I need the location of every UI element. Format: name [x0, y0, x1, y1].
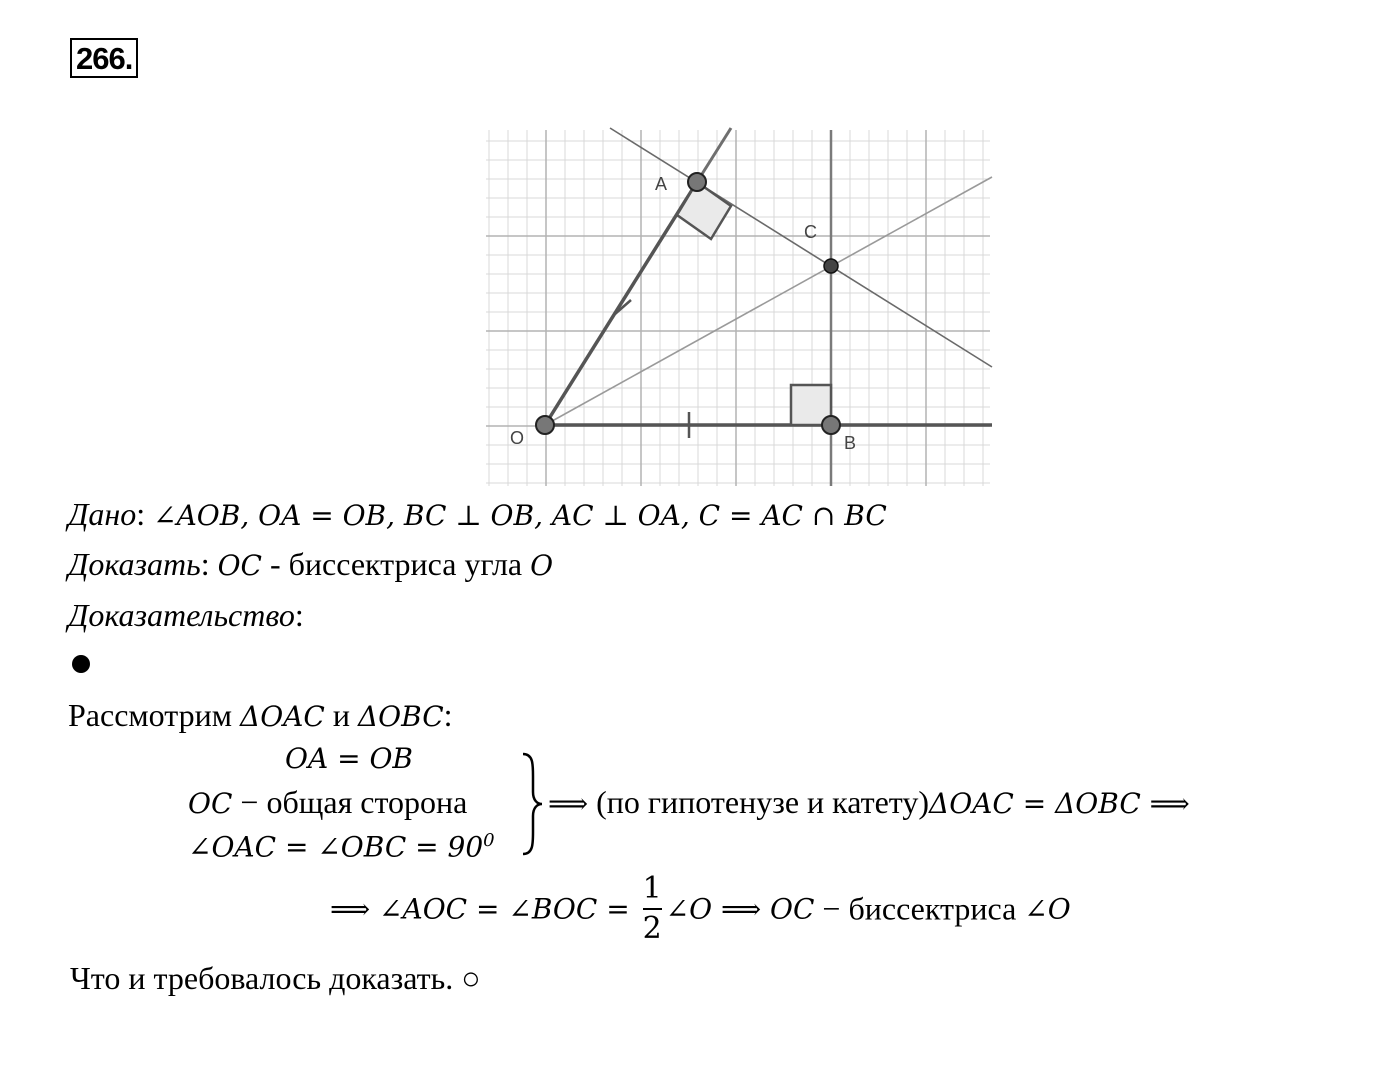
prove-label: Доказать	[68, 546, 201, 582]
prove-text: - биссектриса угла	[261, 546, 531, 582]
system-line-2	[188, 784, 467, 821]
degree-superscript: 0	[483, 830, 495, 851]
point-o	[536, 416, 554, 434]
conclusion-angle: ∠O	[1024, 892, 1071, 926]
system-line-2-text: − общая сторона	[232, 784, 468, 820]
point-b	[822, 416, 840, 434]
geometry-figure	[478, 126, 994, 488]
fraction-one-half	[643, 872, 662, 946]
prove-colon: :	[200, 546, 210, 582]
system-result	[548, 784, 1190, 821]
qed-line: Что и требовалось доказать. ○	[70, 960, 481, 996]
label-b: B	[844, 433, 857, 453]
given-label: Дано	[68, 496, 137, 532]
conclusion-line	[330, 872, 1071, 946]
grid-major	[486, 130, 990, 486]
point-a	[688, 173, 706, 191]
given-text: ∠AOB, OA = OB, BC ⊥ OB, AC ⊥ OA, C = AC ∩ BC	[153, 499, 887, 532]
consider-word: Рассмотрим	[68, 697, 240, 733]
consider-and: и	[324, 697, 358, 733]
label-c: C	[804, 222, 817, 242]
proof-colon: :	[294, 597, 304, 633]
bullet-marker	[72, 655, 90, 673]
proof-heading	[68, 597, 304, 634]
system-line-2-expr: OC	[188, 787, 233, 820]
system-line-3	[188, 830, 495, 863]
right-brace	[520, 752, 544, 856]
fraction-bar	[643, 908, 662, 910]
conclusion-after: ∠O ⟹ OC	[665, 892, 815, 926]
prove-line	[68, 546, 553, 583]
prove-expr: OC	[217, 549, 262, 582]
system-line-3-text: ∠OAC = ∠OBC = 90	[188, 830, 484, 864]
conclusion-start: ⟹ ∠AOC = ∠BOC =	[330, 892, 639, 926]
problem-number: 266.	[70, 38, 138, 78]
label-o: O	[510, 428, 525, 448]
proof-label: Доказательство	[68, 597, 295, 633]
given-line	[68, 496, 887, 533]
conclusion-text: − биссектриса	[814, 890, 1025, 927]
consider-colon: :	[443, 697, 453, 733]
segment-oa	[545, 182, 697, 425]
given-colon: :	[136, 496, 146, 532]
system-reason: (по гипотенузе и катету)	[588, 784, 929, 820]
point-c	[824, 259, 838, 273]
implies-arrow-1: ⟹	[548, 787, 589, 820]
system-line-1: OA = OB	[285, 742, 413, 775]
fraction-numerator: 1	[642, 871, 662, 906]
consider-line	[68, 697, 453, 734]
system-equality: ΔOAC = ΔOBC ⟹	[929, 787, 1190, 820]
grid	[486, 130, 990, 486]
label-a: A	[655, 174, 668, 194]
triangle-obc: ΔOBC	[357, 700, 444, 733]
prove-angle: O	[530, 549, 554, 582]
right-angle-a	[677, 182, 731, 239]
fraction-denominator: 2	[642, 911, 662, 946]
triangle-oac: ΔOAC	[239, 700, 325, 733]
